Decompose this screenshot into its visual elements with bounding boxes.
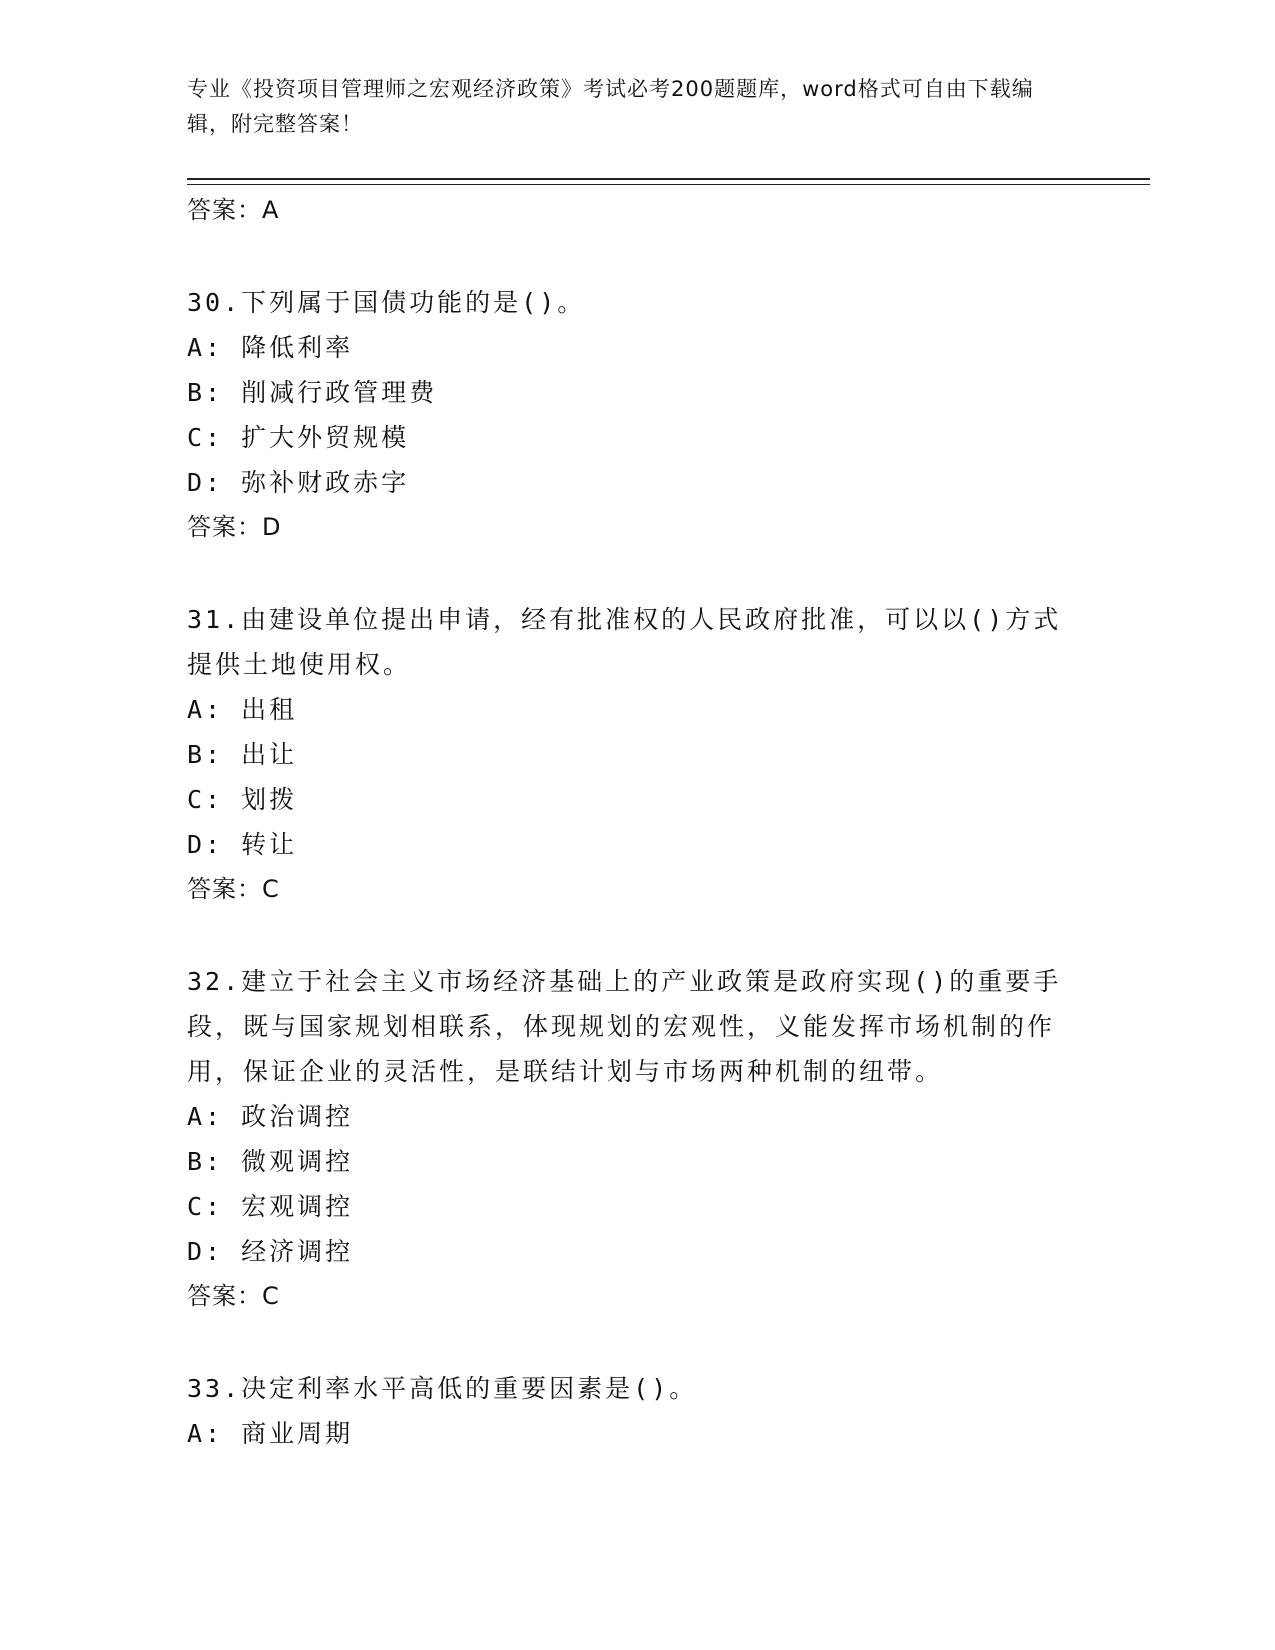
answer-label: 答案：C [187, 1282, 280, 1310]
question-block [187, 280, 1087, 550]
document-header: 专业《投资项目管理师之宏观经济政策》考试必考200题题库，word格式可自由下载编辑，附完整答案！ [187, 77, 1034, 136]
question-block [187, 1366, 1087, 1456]
option-c: C: 宏观调控 [187, 1192, 354, 1221]
option-a: A: 商业周期 [187, 1419, 354, 1448]
option-b: B: 微观调控 [187, 1147, 354, 1176]
answer-label: 答案：A [187, 196, 280, 224]
question-text: 33.决定利率水平高低的重要因素是()。 [187, 1374, 698, 1403]
option-a: A: 出租 [187, 695, 298, 724]
question-text: 31.由建设单位提出申请，经有批准权的人民政府批准，可以以()方式提供土地使用权。 [187, 605, 1062, 679]
question-text: 30.下列属于国债功能的是()。 [187, 288, 586, 317]
answer-label: 答案：D [187, 513, 282, 541]
question-block [187, 597, 1087, 912]
option-c: C: 划拨 [187, 785, 298, 814]
answer-label: 答案：C [187, 875, 280, 903]
option-a: A: 政治调控 [187, 1102, 354, 1131]
option-d: D: 转让 [187, 830, 298, 859]
question-text: 32.建立于社会主义市场经济基础上的产业政策是政府实现()的重要手段，既与国家规划相联系，体现规划的宏观性，义能发挥市场机制的作用，保证企业的灵活性，是联结计划与市场两种机制的纽带。 [187, 967, 1062, 1086]
option-d: D: 经济调控 [187, 1237, 354, 1266]
header-divider-thin [187, 184, 1150, 185]
option-b: B: 出让 [187, 740, 298, 769]
option-a: A: 降低利率 [187, 333, 354, 362]
header-divider-thick [187, 178, 1150, 180]
option-b: B: 削减行政管理费 [187, 378, 438, 407]
question-block [187, 959, 1087, 1319]
option-c: C: 扩大外贸规模 [187, 423, 410, 452]
question-list [187, 188, 1087, 1456]
option-d: D: 弥补财政赤字 [187, 468, 410, 497]
